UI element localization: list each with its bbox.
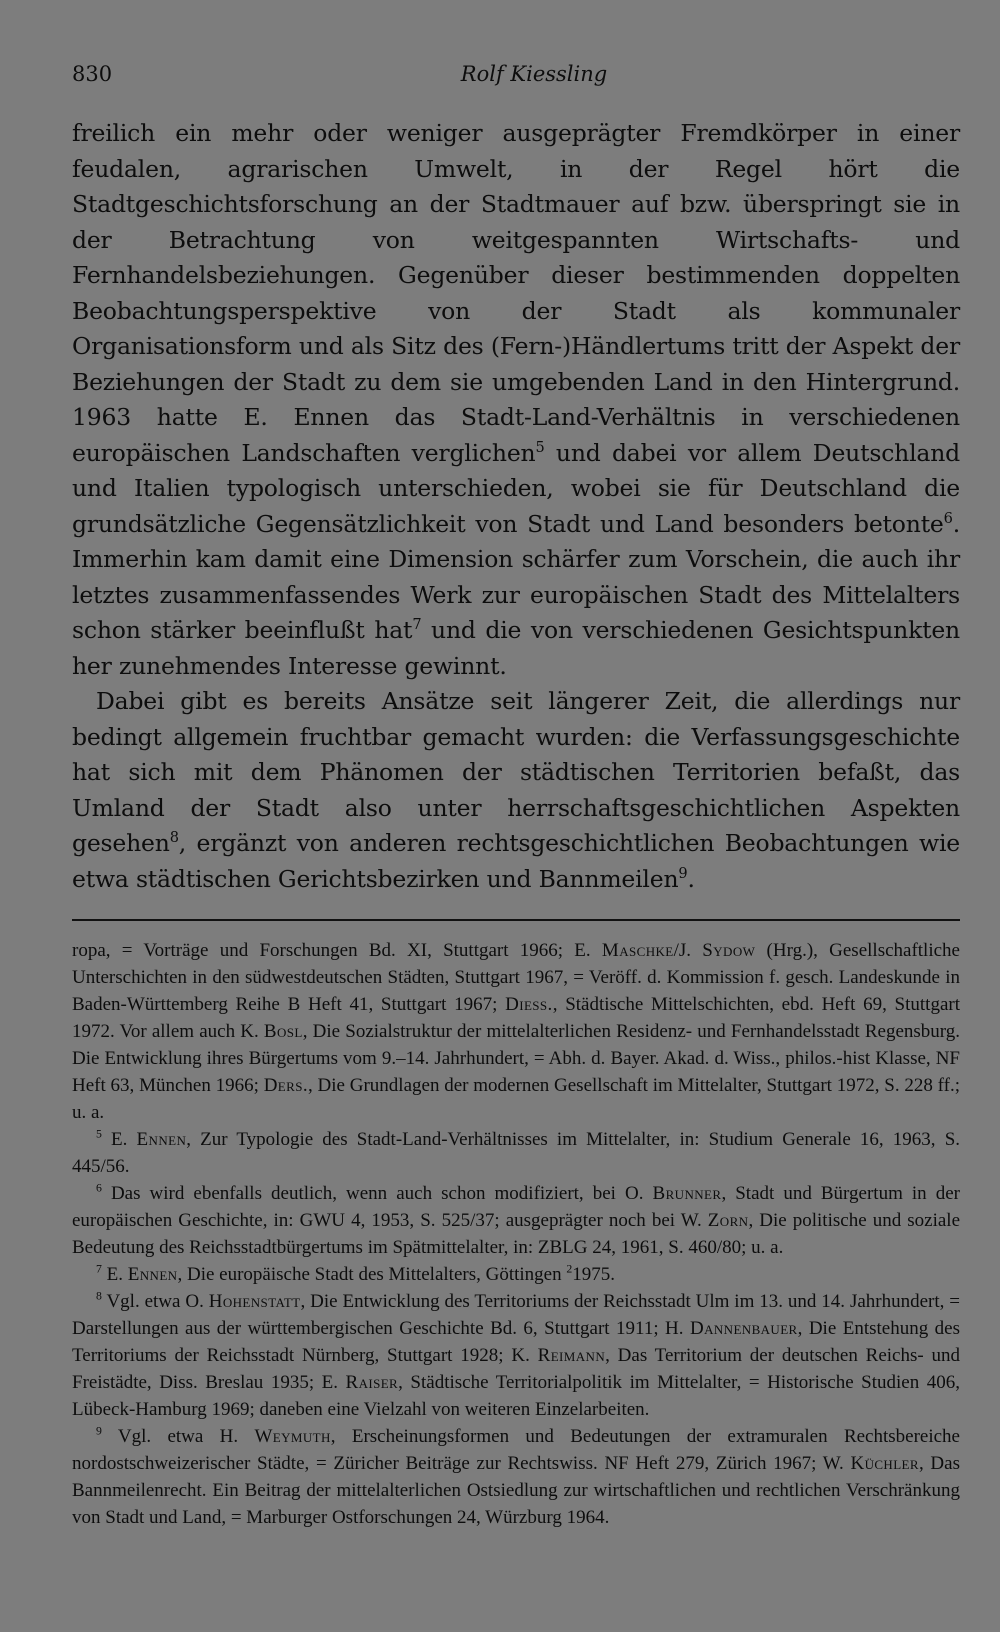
body-paragraph-2: Dabei gibt es bereits Ansätze seit längerer Zeit, die allerdings nur bedingt allgemein fruchtbar gemacht wurden: die Verfassungsgeschichte hat sich mit dem Phänomen der städtischen Territorien befaßt, das Umland der Stadt also unter herrschaftsgeschichtlichen Aspekten gesehen$^8$, ergänzt von anderen rechtsgeschichtlichen Beobachtungen wie etwa städtischen Gerichtsbezirken und Bannmeilen$^9$.	[72, 687, 960, 893]
footnote-ref-6: 6	[943, 509, 953, 527]
footnote-ref-5: 5	[535, 438, 545, 456]
footnote-ref-9: 9	[678, 864, 688, 882]
page-number: 830	[72, 62, 113, 86]
footnote-ref-8: 8	[169, 829, 179, 847]
body-paragraph-1: freilich ein mehr oder weniger ausgeprägter Fremdkörper in einer feudalen, agrarischen Umwelt, in der Regel hört die Stadtgeschichtsforschung an der Stadtmauer auf bzw. überspringt sie in der Betrachtung von weitgespannten Wirtschafts- und Fernhandelsbeziehungen. Gegenüber dieser bestimmenden doppelten Beobachtungsperspektive von der Stadt als kommunaler Organisationsform und als Sitz des (Fern-)Händlertums tritt der Aspekt der Beziehungen der Stadt zu dem sie umgebenden Land in den Hintergrund. 1963 hatte E. Ennen das Stadt-Land-Verhältnis in verschiedenen europäischen Landschaften verglichen$^5$ und dabei vor allem Deutschland und Italien typologisch unterschieden, wobei sie für Deutschland die grundsätzliche Gegensätzlichkeit von Stadt und Land besonders betonte$^6$. Immerhin kam damit eine Dimension schärfer zum Vorschein, die auch ihr letztes zusammenfassendes Werk zur europäischen Stadt des Mittelalters schon stärker beeinflußt hat$^7$ und die von verschiedenen Gesichtspunkten her zunehmendes Interesse gewinnt.	[72, 119, 960, 680]
footnote-5: $^5$ E. Ennen, Zur Typologie des Stadt-Land-Verhältnisses im Mittelalter, in: Studium Generale 16, 1963, S. 445/56.	[72, 1127, 961, 1177]
body-text	[72, 116, 960, 897]
footnote-7: $^7$ E. Ennen, Die europäische Stadt des Mittelalters, Göttingen $^2$1975.	[96, 1262, 615, 1285]
footnote-rule	[72, 919, 960, 921]
book-page	[72, 56, 960, 1531]
footnote-8: $^8$ Vgl. etwa O. Hohenstatt, Die Entwicklung des Territoriums der Reichsstadt Ulm im 13. und 14. Jahrhundert, = Darstellungen aus der württembergischen Geschichte Bd. 6, Stuttgart 1911; H. Dannenbauer, Die Entstehung des Territoriums der Reichsstadt Nürnberg, Stuttgart 1928; K. Reimann, Das Territorium der deutschen Reichs- und Freistädte, Diss. Breslau 1935; E. Raiser, Städtische Territorialpolitik im Mittelalter, = Historische Studien 406, Lübeck-Hamburg 1969; daneben eine Vielzahl von weiteren Einzelarbeiten.	[72, 1289, 960, 1420]
footnote-continuation: ropa, = Vorträge und Forschungen Bd. XI, Stuttgart 1966; E. Maschke/J. Sydow (Hrg.), Gesellschaftliche Unterschichten in den südwestdeutschen Städten, Stuttgart 1967, = Veröff. d. Kommission f. gesch. Landeskunde in Baden-Württemberg Reihe B Heft 41, Stuttgart 1967; Diess., Städtische Mittelschichten, ebd. Heft 69, Stuttgart 1972. Vor allem auch K. Bosl, Die Sozialstruktur der mittelalterlichen Residenz- und Fernhandelsstadt Regensburg. Die Entwicklung ihres Bürgertums vom 9.–14. Jahrhundert, = Abh. d. Bayer. Akad. d. Wiss., philos.-hist Klasse, NF Heft 63, München 1966; Ders., Die Grundlagen der modernen Gesellschaft im Mittelalter, Stuttgart 1972, S. 228 ff.; u. a.	[72, 940, 961, 1123]
running-title: Rolf Kiessling	[460, 62, 608, 86]
footnotes	[72, 937, 960, 1531]
footnote-6: $^6$ Das wird ebenfalls deutlich, wenn auch schon modifiziert, bei O. Brunner, Stadt und Bürgertum in der europäischen Geschichte, in: GWU 4, 1953, S. 525/37; ausgeprägter noch bei W. Zorn, Die politische und soziale Bedeutung des Reichsstadtbürgertums im Spätmittelalter, in: ZBLG 24, 1961, S. 460/80; u. a.	[72, 1181, 961, 1258]
footnote-ref-7: 7	[412, 616, 422, 634]
footnote-9: $^9$ Vgl. etwa H. Weymuth, Erscheinungsformen und Bedeutungen der extramuralen Rechtsbereiche nordostschweizerischer Städte, = Züricher Beiträge zur Rechtswiss. NF Heft 279, Zürich 1967; W. Küchler, Das Bannmeilenrecht. Ein Beitrag der mittelalterlichen Ostsiedlung zur wirtschaftlichen und rechtlichen Verschränkung von Stadt und Land, = Marburger Ostforschungen 24, Würzburg 1964.	[72, 1424, 960, 1528]
running-head	[72, 56, 960, 96]
